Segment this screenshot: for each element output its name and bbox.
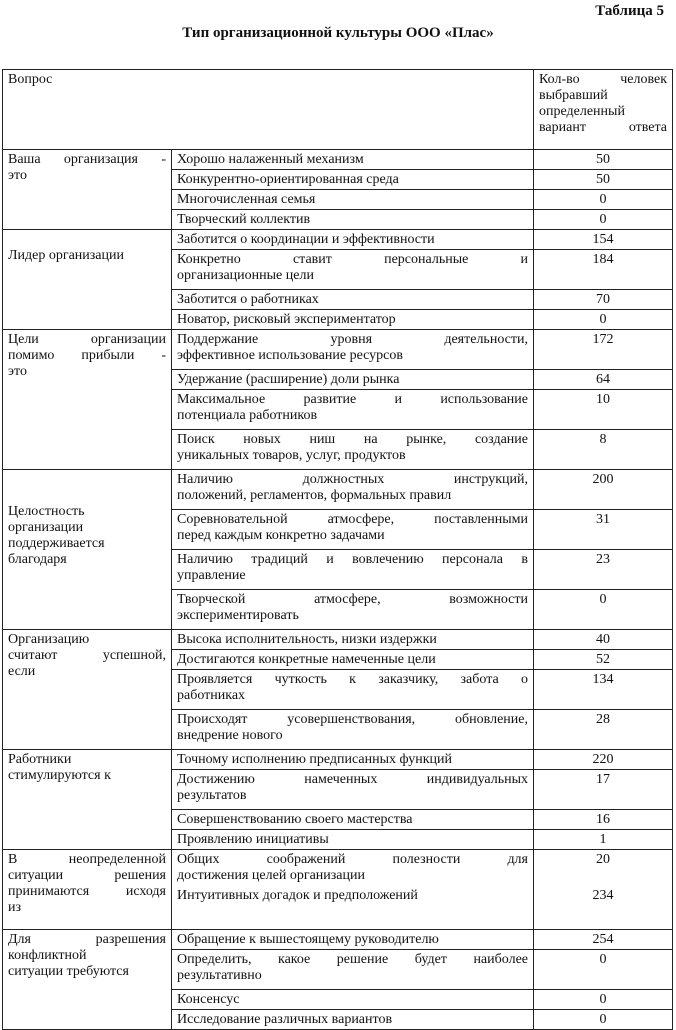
header-count <box>534 70 673 150</box>
count-cell <box>534 590 673 630</box>
table-row <box>3 150 673 170</box>
answer-line: Консенсус <box>177 992 240 1007</box>
count-value: 254 <box>592 932 614 947</box>
question-cell <box>3 630 172 750</box>
count-value: 0 <box>599 952 607 967</box>
table-number: Таблица 5 <box>595 3 664 19</box>
count-cell <box>534 750 673 770</box>
question-line: благодаря <box>8 552 67 567</box>
question-line: это <box>8 168 27 183</box>
count-cell <box>534 190 673 210</box>
answer-line: Происходят усовершенствования, обновление, <box>177 712 528 727</box>
answer-cell <box>172 930 534 950</box>
answer-cell <box>172 230 534 250</box>
answer-line: работниках <box>177 688 246 703</box>
question-line: из <box>8 900 22 915</box>
answer-cell <box>172 210 534 230</box>
count-cell <box>534 470 673 510</box>
question-line: поддерживается <box>8 536 105 551</box>
table-row <box>3 330 673 370</box>
count-cell <box>534 250 673 290</box>
answer-line: Интуитивных догадок и предположений <box>177 888 418 903</box>
question-line: конфликтной <box>8 948 87 963</box>
count-value: 31 <box>596 512 610 527</box>
count-value: 0 <box>599 192 607 207</box>
count-value: 220 <box>592 752 614 767</box>
count-cell <box>534 710 673 750</box>
table-row <box>3 850 673 930</box>
answer-line: Новатор, рисковый экспериментатор <box>177 312 396 327</box>
count-value: 28 <box>596 712 610 727</box>
count-cell <box>534 670 673 710</box>
count-value: 184 <box>592 252 614 267</box>
answer-cell <box>172 630 534 650</box>
answer-line: Конкретно ставит персональные и <box>177 252 528 267</box>
answer-cell <box>172 470 534 510</box>
count-value: 172 <box>592 332 614 347</box>
answer-line: результативно <box>177 968 262 983</box>
answer-cell <box>172 950 534 990</box>
count-cell <box>534 170 673 190</box>
answer-cell <box>172 310 534 330</box>
answer-line: Обращение к вышестоящему руководителю <box>177 932 439 947</box>
table-row <box>3 750 673 770</box>
count-value: 8 <box>599 432 607 447</box>
answer-cell <box>172 750 534 770</box>
answer-cell <box>172 330 534 370</box>
question-line: В неопределенной <box>8 852 166 867</box>
count-value: 0 <box>599 1012 607 1027</box>
count-cell <box>534 430 673 470</box>
answer-cell <box>172 250 534 290</box>
answer-line: внедрение нового <box>177 728 283 743</box>
question-line: это <box>8 364 27 379</box>
answer-line: Наличию должностных инструкций, <box>177 472 528 487</box>
answer-line: Заботится о работниках <box>177 292 319 307</box>
answer-cell <box>172 290 534 310</box>
answer-line: Творческой атмосфере, возможности <box>177 592 528 607</box>
count-value: 64 <box>596 372 610 387</box>
count-cell <box>534 1010 673 1030</box>
answer-line: Проявляется чуткость к заказчику, забота о <box>177 672 528 687</box>
header-row <box>3 70 673 150</box>
answer-line: Соревновательной атмосфере, поставленными <box>177 512 528 527</box>
answer-line: Точному исполнению предписанных функций <box>177 752 453 767</box>
count-cell <box>534 330 673 370</box>
count-value: 134 <box>592 672 614 687</box>
answer-cell <box>172 370 534 390</box>
count-cell <box>534 990 673 1010</box>
question-line: Ваша организация - <box>8 152 166 167</box>
table-row <box>3 230 673 250</box>
answer-cell <box>172 990 534 1010</box>
count-cell <box>534 210 673 230</box>
count-value: 0 <box>599 592 607 607</box>
count-cell <box>534 290 673 310</box>
answer-line: перед каждым конкретно задачами <box>177 528 385 543</box>
question-line: Работники <box>8 752 72 767</box>
answer-line: достижения целей организации <box>177 868 365 883</box>
question-line: Цели организации <box>8 332 166 347</box>
count-value: 0 <box>599 992 607 1007</box>
header-count-line: выбравший <box>539 88 608 103</box>
question-line: Целостность <box>8 504 85 519</box>
answer-line: результатов <box>177 788 247 803</box>
answer-line: потенциала работников <box>177 408 318 423</box>
answer-cell <box>172 170 534 190</box>
answer-line: Заботится о координации и эффективности <box>177 232 435 247</box>
table-row <box>3 470 673 510</box>
count-value: 52 <box>596 652 610 667</box>
count-value: 17 <box>596 772 610 787</box>
question-line: принимаются исходя <box>8 884 166 899</box>
answer-line: Определить, какое решение будет наиболее <box>177 952 528 967</box>
answer-line: Общих соображений полезности для <box>177 852 528 867</box>
answer-line: Проявлению инициативы <box>177 832 329 847</box>
question-cell <box>3 330 172 470</box>
answer-line: Поиск новых ниш на рынке, создание <box>177 432 528 447</box>
header-count-line: вариант ответа <box>539 120 667 135</box>
question-line: Лидер организации <box>8 248 124 263</box>
table-row <box>3 630 673 650</box>
question-cell <box>3 230 172 330</box>
answer-line: Поддержание уровня деятельности, <box>177 332 528 347</box>
count-value: 20 <box>596 852 610 867</box>
question-cell <box>3 750 172 850</box>
answer-line: Достижению намеченных индивидуальных <box>177 772 528 787</box>
header-count-line: определенный <box>539 104 625 119</box>
count-value: 10 <box>596 392 610 407</box>
answer-cell <box>172 590 534 630</box>
answer-line: Хорошо налаженный механизм <box>177 152 364 167</box>
answer-line: Многочисленная семья <box>177 192 316 207</box>
answer-cell <box>172 650 534 670</box>
table-title: Тип организационной культуры ООО «Плас» <box>182 25 494 41</box>
question-line: Для разрешения <box>8 932 166 947</box>
answer-cell <box>172 850 534 930</box>
count-value: 70 <box>596 292 610 307</box>
culture-table <box>2 69 673 1030</box>
question-line: стимулируются к <box>8 768 111 783</box>
answer-line: Высока исполнительность, низки издержки <box>177 632 437 647</box>
answer-line: уникальных товаров, услуг, продуктов <box>177 448 406 463</box>
question-line: считают успешной, <box>8 648 166 663</box>
answer-cell <box>172 190 534 210</box>
table-row <box>3 930 673 950</box>
answer-line: Исследование различных вариантов <box>177 1012 393 1027</box>
count-value: 0 <box>599 212 607 227</box>
question-line: ситуации решения <box>8 868 166 883</box>
question-line: если <box>8 664 36 679</box>
count-value: 50 <box>596 152 610 167</box>
count-cell <box>534 370 673 390</box>
question-line: помимо прибыли - <box>8 348 166 363</box>
answer-line: положений, регламентов, формальных правил <box>177 488 452 503</box>
answer-cell <box>172 390 534 430</box>
answer-line: Удержание (расширение) доли рынка <box>177 372 400 387</box>
answer-cell <box>172 830 534 850</box>
count-value: 154 <box>592 232 614 247</box>
count-cell <box>534 630 673 650</box>
question-cell <box>3 470 172 630</box>
answer-cell <box>172 150 534 170</box>
answer-line: управление <box>177 568 246 583</box>
answer-cell <box>172 430 534 470</box>
question-line: Организацию <box>8 632 90 647</box>
count-cell <box>534 950 673 990</box>
count-value: 23 <box>596 552 610 567</box>
question-cell <box>3 930 172 1030</box>
answer-line: Творческий коллектив <box>177 212 311 227</box>
answer-cell <box>172 770 534 810</box>
answer-cell <box>172 670 534 710</box>
answer-cell <box>172 550 534 590</box>
header-question: Вопрос <box>3 70 534 150</box>
count-value: 234 <box>592 888 614 903</box>
answer-line: эффективное использование ресурсов <box>177 348 404 363</box>
count-value: 0 <box>599 312 607 327</box>
count-cell <box>534 650 673 670</box>
answer-line: экспериментировать <box>177 608 299 623</box>
question-cell <box>3 150 172 230</box>
count-cell <box>534 550 673 590</box>
count-cell <box>534 770 673 810</box>
count-cell <box>534 390 673 430</box>
answer-line: организационные цели <box>177 268 314 283</box>
count-cell <box>534 810 673 830</box>
count-cell <box>534 510 673 550</box>
count-cell <box>534 930 673 950</box>
count-value: 50 <box>596 172 610 187</box>
question-cell <box>3 850 172 930</box>
answer-cell <box>172 1010 534 1030</box>
answer-cell <box>172 810 534 830</box>
answer-line: Достигаются конкретные намеченные цели <box>177 652 436 667</box>
count-cell <box>534 830 673 850</box>
count-value: 200 <box>592 472 614 487</box>
count-value: 40 <box>596 632 610 647</box>
answer-cell <box>172 510 534 550</box>
count-cell <box>534 150 673 170</box>
question-line: организации <box>8 520 84 535</box>
count-cell <box>534 230 673 250</box>
answer-line: Совершенствованию своего мастерства <box>177 812 413 827</box>
answer-line: Конкурентно-ориентированная среда <box>177 172 399 187</box>
question-line: ситуации требуются <box>8 964 129 979</box>
count-value: 1 <box>599 832 607 847</box>
answer-line: Максимальное развитие и использование <box>177 392 528 407</box>
count-cell <box>534 850 673 930</box>
answer-line: Наличию традиций и вовлечению персонала в <box>177 552 528 567</box>
count-value: 16 <box>596 812 610 827</box>
header-count-line: Кол-во человек <box>539 72 667 87</box>
count-cell <box>534 310 673 330</box>
answer-cell <box>172 710 534 750</box>
